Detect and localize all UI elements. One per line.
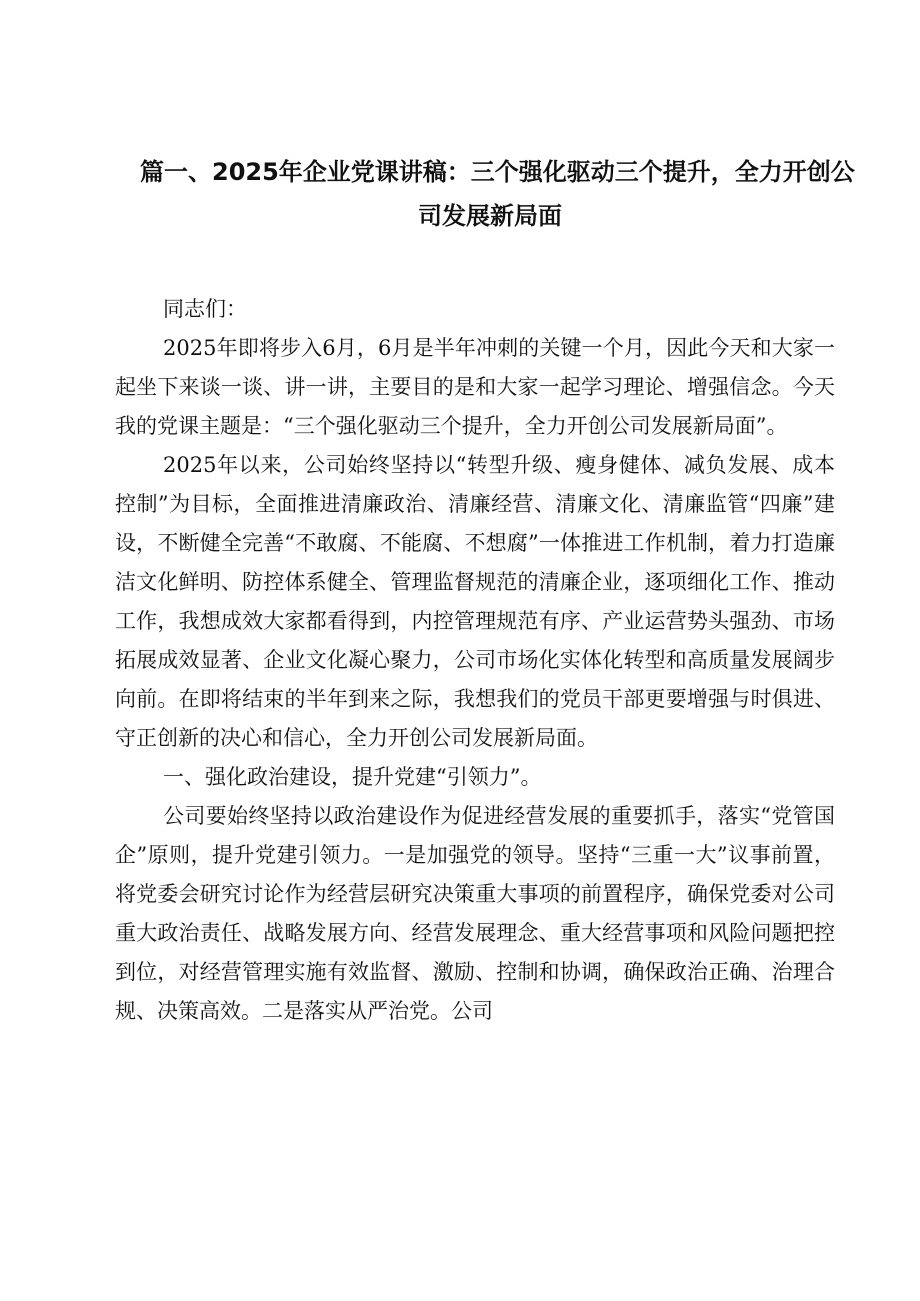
paragraph-review: 2025年以来，公司始终坚持以“转型升级、瘦身健体、减负发展、成本控制”为目标，全面推进清廉政治、清廉经营、清廉文化、清廉监管“四廉”建设，不断健全完善“不敢腐、不能腐、不想腐”一体推进工作机制，着力打造廉洁文化鲜明、防控体系健全、管理监督规范的清廉企业，逐项细化工作、推动工作，我想成效大家都看得到，内控管理规范有序、产业运营势头强劲、市场拓展成效显著、企业文化凝心聚力，公司市场化实体化转型和高质量发展阔步向前。在即将结束的半年到来之际，我想我们的党员干部更要增强与时俱进、守正创新的决心和信心，全力开创公司发展新局面。	[115, 453, 835, 750]
title-line-2: 司发展新局面	[418, 202, 562, 230]
greeting: 同志们：	[163, 297, 247, 321]
section-heading-1: 一、强化政治建设，提升党建“引领力”。	[163, 765, 542, 789]
title-line-1: 篇一、2025年企业党课讲稿：三个强化驱动三个提升，全力开创公	[140, 158, 855, 186]
document-title	[140, 150, 855, 238]
paragraph-section-1: 公司要始终坚持以政治建设作为促进经营发展的重要抓手，落实“党管国企”原则，提升党建引领力。一是加强党的领导。坚持“三重一大”议事前置，将党委会研究讨论作为经营层研究决策重大事项的前置程序，确保党委对公司重大政治责任、战略发展方向、经营发展理念、重大经营事项和风险问题把控到位，对经营管理实施有效监督、激励、控制和协调，确保政治正确、治理合规、决策高效。二是落实从严治党。公司	[115, 804, 835, 1023]
paragraph-intro: 2025年即将步入6月，6月是半年冲刺的关键一个月，因此今天和大家一起坐下来谈一谈、讲一讲，主要目的是和大家一起学习理论、增强信念。今天我的党课主题是：“三个强化驱动三个提升，全力开创公司发展新局面”。	[115, 336, 835, 438]
document-body	[115, 290, 835, 1031]
